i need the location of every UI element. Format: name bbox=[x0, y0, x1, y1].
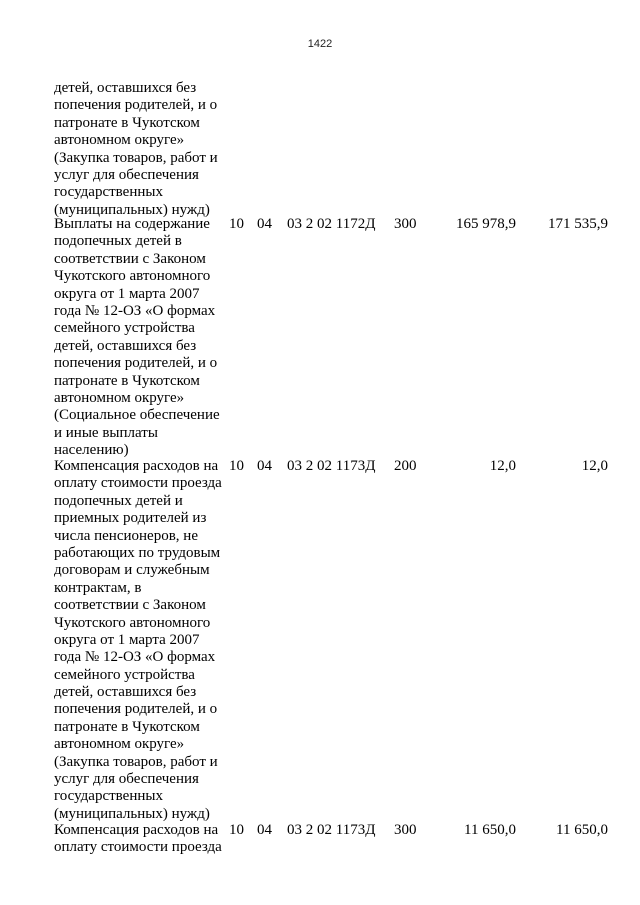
amount-year-2: 11 650,0 bbox=[556, 822, 608, 838]
description-line: года № 12-ОЗ «О формах bbox=[54, 302, 216, 319]
description-line: Компенсация расходов на bbox=[54, 822, 219, 838]
description-line: подопечных детей в bbox=[54, 233, 182, 250]
description-line: детей, оставшихся без bbox=[54, 684, 197, 701]
description-line: соответствии с Законом bbox=[54, 597, 206, 614]
description-line: оплату стоимости проезда bbox=[54, 839, 222, 856]
description-line: Чукотского автономного bbox=[54, 614, 211, 631]
description-line: приемных родителей из bbox=[54, 510, 207, 527]
description-line: (Закупка товаров, работ и bbox=[54, 149, 218, 166]
row-description bbox=[54, 216, 234, 459]
description-line: автономном округе» bbox=[54, 132, 185, 149]
row-description bbox=[54, 458, 234, 823]
description-line: соответствии с Законом bbox=[54, 250, 206, 267]
description-line: Выплаты на содержание bbox=[54, 216, 210, 232]
description-line: (муниципальных) нужд) bbox=[54, 201, 210, 218]
description-line: договорам и служебным bbox=[54, 562, 210, 579]
amount-year-1: 11 650,0 bbox=[464, 822, 516, 838]
description-line: патронате в Чукотском bbox=[54, 372, 200, 389]
description-line: населению) bbox=[54, 442, 129, 459]
description-line: детей, оставшихся без bbox=[54, 80, 197, 96]
description-line: патронате в Чукотском bbox=[54, 114, 200, 131]
description-line: попечения родителей, и о bbox=[54, 355, 218, 372]
description-line: (Закупка товаров, работ и bbox=[54, 753, 218, 770]
target-article-code: 03 2 02 1172Д bbox=[287, 216, 376, 232]
description-line: семейного устройства bbox=[54, 320, 195, 337]
section-code: 10 bbox=[229, 458, 244, 474]
subsection-code: 04 bbox=[257, 458, 272, 474]
description-line: подопечных детей и bbox=[54, 492, 183, 509]
description-line: округа от 1 марта 2007 bbox=[54, 631, 200, 648]
description-line: государственных bbox=[54, 788, 163, 805]
description-line: детей, оставшихся без bbox=[54, 337, 197, 354]
amount-year-1: 165 978,9 bbox=[456, 216, 516, 232]
section-code: 10 bbox=[229, 822, 244, 838]
description-line: услуг для обеспечения bbox=[54, 771, 199, 788]
description-line: услуг для обеспечения bbox=[54, 166, 199, 183]
description-line: работающих по трудовым bbox=[54, 544, 221, 561]
subsection-code: 04 bbox=[257, 216, 272, 232]
expense-type-code: 300 bbox=[394, 216, 417, 232]
target-article-code: 03 2 02 1173Д bbox=[287, 458, 376, 474]
target-article-code: 03 2 02 1173Д bbox=[287, 822, 376, 838]
description-line: попечения родителей, и о bbox=[54, 701, 218, 718]
amount-year-1: 12,0 bbox=[489, 458, 516, 474]
description-line: попечения родителей, и о bbox=[54, 97, 218, 114]
page-number: 1422 bbox=[307, 38, 333, 50]
description-line: автономном округе» bbox=[54, 389, 185, 406]
description-line: семейного устройства bbox=[54, 666, 195, 683]
amount-year-2: 12,0 bbox=[581, 458, 608, 474]
description-line: контрактам, в bbox=[54, 579, 142, 596]
description-line: Компенсация расходов на bbox=[54, 458, 219, 474]
description-line: года № 12-ОЗ «О формах bbox=[54, 649, 216, 666]
description-line: Чукотского автономного bbox=[54, 268, 211, 285]
subsection-code: 04 bbox=[257, 822, 272, 838]
description-line: автономном округе» bbox=[54, 736, 185, 753]
description-line: числа пенсионеров, не bbox=[54, 527, 198, 544]
description-line: государственных bbox=[54, 184, 163, 201]
section-code: 10 bbox=[229, 216, 244, 232]
description-line: и иные выплаты bbox=[54, 424, 158, 441]
amount-year-2: 171 535,9 bbox=[548, 216, 608, 232]
description-line: оплату стоимости проезда bbox=[54, 475, 222, 492]
row-description bbox=[54, 822, 234, 857]
expense-type-code: 300 bbox=[394, 822, 417, 838]
description-line: округа от 1 марта 2007 bbox=[54, 285, 200, 302]
description-line: (муниципальных) нужд) bbox=[54, 805, 210, 822]
description-line: (Социальное обеспечение bbox=[54, 407, 220, 424]
description-line: патронате в Чукотском bbox=[54, 718, 200, 735]
expense-type-code: 200 bbox=[394, 458, 417, 474]
continued-description bbox=[54, 80, 234, 219]
